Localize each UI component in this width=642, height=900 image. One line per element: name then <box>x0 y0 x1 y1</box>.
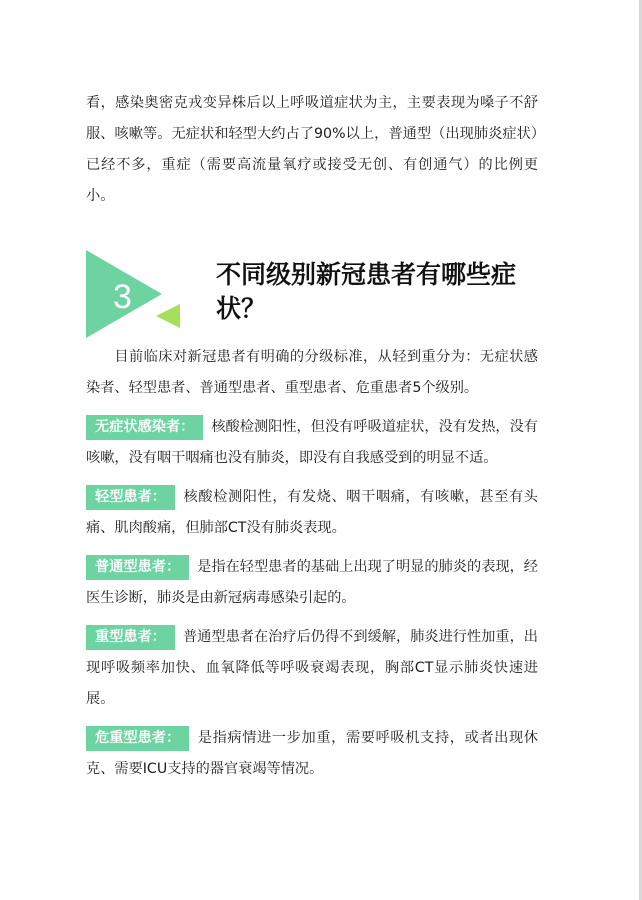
category-description: 核酸检测阳性，有发烧、咽干咽痛，有咳嗽，甚至有头痛、肌肉酸痛，但肺部CT没有肺炎表现。 <box>86 489 538 536</box>
list-item <box>86 723 538 785</box>
list-item <box>86 482 538 544</box>
lead-paragraph: 目前临床对新冠患者有明确的分级标准，从轻到重分为：无症状感染者、轻型患者、普通型患者、重型患者、危重患者5个级别。 <box>86 349 538 396</box>
list-item <box>86 412 538 474</box>
intro-paragraph: 看，感染奥密克戎变异株后以上呼吸道症状为主，主要表现为嗓子不舒服、咳嗽等。无症状和轻型大约占了90%以上，普通型（出现肺炎症状）已经不多，重症（需要高流量氧疗或接受无创、有创通气）的比例更小。 <box>86 95 538 204</box>
category-description: 是指在轻型患者的基础上出现了明显的肺炎的表现，经医生诊断，肺炎是由新冠病毒感染引起的。 <box>86 559 538 606</box>
category-label-asymptomatic: 无症状感染者： <box>86 415 203 440</box>
section-body <box>86 342 538 793</box>
section-number: 3 <box>113 278 132 316</box>
category-label-critical: 危重型患者： <box>86 726 189 751</box>
category-label-severe: 重型患者： <box>86 625 175 650</box>
section-title: 不同级别新冠患者有哪些症状？ <box>216 260 517 323</box>
list-item <box>86 552 538 614</box>
category-description: 普通型患者在治疗后仍得不到缓解，肺炎进行性加重，出现呼吸频率加快、血氧降低等呼吸衰竭表现，胸部CT显示肺炎快速进展。 <box>86 629 538 707</box>
list-item <box>86 622 538 715</box>
category-description: 是指病情进一步加重，需要呼吸机支持，或者出现休克、需要ICU支持的器官衰竭等情况。 <box>86 730 538 777</box>
category-label-moderate: 普通型患者： <box>86 555 189 580</box>
category-description: 核酸检测阳性，但没有呼吸道症状，没有发热，没有咳嗽，没有咽干咽痛也没有肺炎，即没有自我感受到的明显不适。 <box>86 419 538 466</box>
category-label-mild: 轻型患者： <box>86 485 175 510</box>
badge-triangle-light <box>156 304 180 328</box>
section-number-badge <box>86 250 182 342</box>
